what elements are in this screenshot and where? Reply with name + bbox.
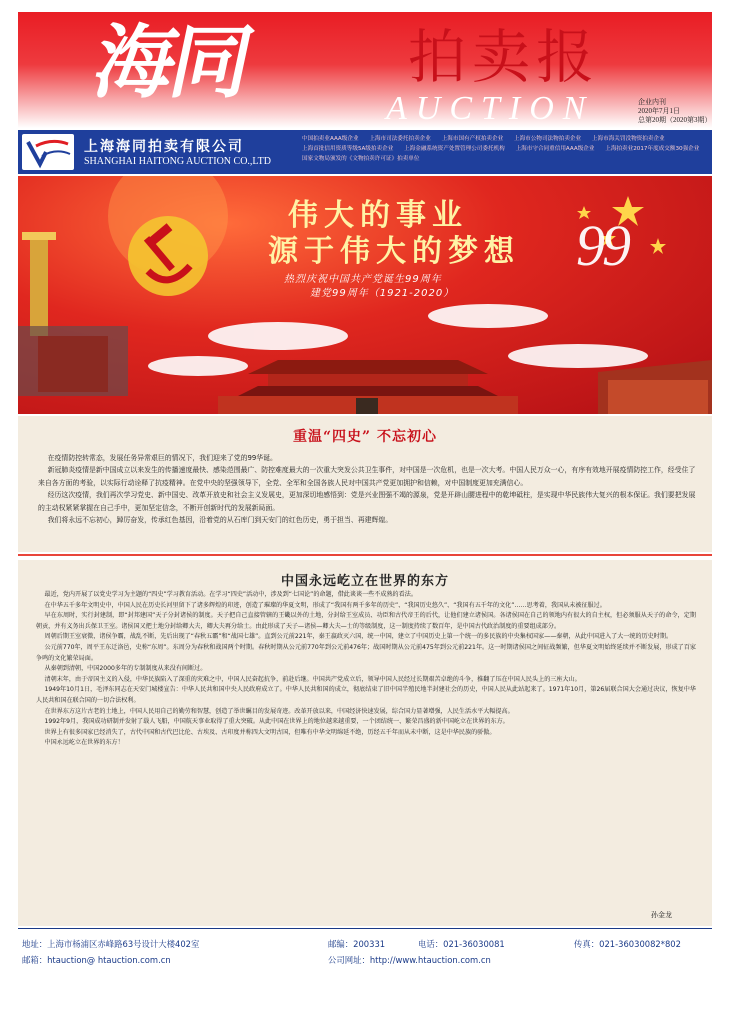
paragraph: 经历这次疫情，我们再次学习党史、新中国史、改革开放史和社会主义发展史，更加深切地感悟到：党是兴业图强不竭的源泉，党是开辟山腰进程中的乾坤砥柱，是实现中华民族伟大复兴的根本保证。我们要把发展的主动权紧紧掌握在自己手中，更加坚定信念，不断开创新时代的发展新局面。 bbox=[38, 491, 696, 512]
company-bar bbox=[18, 130, 712, 174]
issue-number: 总第20期（2020第3期） bbox=[638, 116, 712, 124]
section1-body bbox=[38, 452, 698, 526]
qualification-item: 上海市海关罚没物资拍卖企业 bbox=[591, 136, 665, 142]
issue-type: 企业内刊 bbox=[638, 98, 666, 106]
banner-subline-1: 热烈庆祝中国共产党诞生99周年 bbox=[284, 274, 442, 285]
huabiao-pillar-icon bbox=[18, 232, 128, 396]
masthead bbox=[18, 12, 712, 128]
qualification-item: 上海市国有产权拍卖企业 bbox=[441, 136, 504, 142]
footer-fax: 传真：021-36030082*802 bbox=[574, 939, 681, 949]
anniversary-banner bbox=[18, 176, 712, 414]
section-four-histories bbox=[18, 416, 712, 552]
anniversary-99-badge: 99 bbox=[576, 213, 628, 278]
issue-info bbox=[638, 98, 712, 125]
paragraph: 1992年9月，我国成功研制并发射了载人飞船，中国航天事业取得了重大突破。从此中国在世界上的地位越来越重要，一个团结统一、繁荣昌盛的新中国屹立在世界的东方。 bbox=[44, 718, 509, 726]
qualification-item: 上海市司法委托拍卖企业 bbox=[369, 136, 431, 142]
newspaper-page bbox=[18, 12, 712, 980]
great-hall-icon bbox=[598, 360, 712, 414]
company-name: 上海海同拍卖有限公司 bbox=[84, 139, 244, 155]
paragraph: 新冠肺炎疫情是新中国成立以来发生的传播速度最快、感染范围最广、防控难度最大的一次重大突发公共卫生事件，对中国是一次危机，也是一次大考。中国人民万众一心，有序有效地开展疫情防控工作，经受住了来自各方面的考验，以实际行动诠释了抗疫精神。在党中央的坚强领导下，全党、全军和全国各族人民对中国共产党更加拥护和信赖，对中国制度更加充满信心。 bbox=[38, 466, 696, 487]
banner-subline-2: 建党99周年（1921-2020） bbox=[310, 288, 455, 299]
section1-title: 重温“四史” 不忘初心 bbox=[293, 429, 437, 445]
masthead-title: 拍卖报 bbox=[408, 23, 601, 91]
masthead-logo: 海同 bbox=[86, 15, 258, 109]
footer-email[interactable]: 邮箱：htauction@ htauction.com.cn bbox=[22, 955, 171, 965]
party-emblem-icon bbox=[128, 216, 208, 296]
company-name-en: SHANGHAI HAITONG AUCTION CO.,LTD bbox=[84, 156, 271, 167]
paragraph: 从秦朝到清朝，中国2000多年的专制制度从来没有间断过。 bbox=[44, 665, 207, 673]
qualification-item: 上海首批信用资质等级5A级拍卖企业 bbox=[302, 146, 394, 152]
footer bbox=[0, 928, 730, 1008]
section2-body bbox=[36, 590, 696, 749]
paragraph: 在世界东方这片古老的土地上，中国人民用自己的勤劳和智慧，创造了举世瞩目的发展奇迹。改革开放以来，中国经济快速发展，综合国力显著增强，人民生活水平大幅提高。 bbox=[44, 707, 514, 715]
paragraph: 中国永远屹立在世界的东方！ bbox=[44, 739, 124, 747]
qualification-item: 上海金融系统资产处置管理公司委托机构 bbox=[404, 146, 505, 152]
footer-phone: 电话：021-36030081 bbox=[418, 939, 505, 949]
qualification-item: 中国拍卖业AAA级企业 bbox=[302, 136, 359, 142]
paragraph: 最近，党内开展了以党史学习为主题的“四史”学习教育活动。在学习“四史”活动中，涉及到“七国论”的命题，借此谈谈一些不成熟的看法。 bbox=[44, 591, 417, 598]
section-divider bbox=[18, 554, 712, 556]
qualification-item: 上海拍卖业2017年度成交额30强企业 bbox=[605, 146, 700, 152]
footer-divider bbox=[18, 928, 712, 929]
paragraph: 公元前770年，周平王东迁洛邑，史称“东周”。东周分为春秋和战国两个时期。春秋时期从公元前770年到公元前476年；战国时期从公元前475年到公元前221年。这一时期诸侯国之间征战频繁，但华夏文明始终延续并不断发展，形成了百家争鸣的文化繁荣局面。 bbox=[36, 643, 696, 662]
paragraph: 在疫情防控转常态，发展任务异常艰巨的情况下，我们迎来了党的99华诞。 bbox=[47, 454, 277, 462]
masthead-title-en: AUCTION bbox=[386, 90, 595, 127]
company-logo-icon bbox=[22, 134, 74, 170]
banner-headline-1: 伟大的事业 bbox=[288, 198, 468, 233]
qualification-item: 上海市公物司法物拍卖企业 bbox=[513, 136, 582, 142]
footer-address: 地址：上海市杨浦区赤峰路63号设计大楼402室 bbox=[22, 939, 200, 949]
footer-website[interactable]: 公司网址：http://www.htauction.com.cn bbox=[328, 955, 491, 965]
qualification-item: 上海市守合同重信用AAA级企业 bbox=[515, 146, 595, 152]
paragraph: 在中华五千多年文明史中，中国人民在历史长河里留下了诸多辉煌的印迹，创造了璀璨的华夏文明，形成了“我国有两千多年的历史”、“我国历史悠久”、“我国有五千年的文化”……思考着，我国从未被征服过。 bbox=[44, 601, 606, 609]
paragraph: 1949年10月1日，毛泽东同志在天安门城楼宣告：中华人民共和国中央人民政府成立了。中华人民共和国的成立，彻底结束了旧中国半殖民地半封建社会的历史，中国人民从此站起来了。1971年10月，第26届联合国大会通过决议，恢复中华人民共和国在联合国的一切合法权利。 bbox=[36, 686, 696, 704]
paragraph: 早在东周时，实行封建制，即“封邦建国”天子分封诸侯的制度。天子把自己直接管辖的王畿以外的土地，分封给王室成员、功臣和古代帝王的后代，让他们建立诸侯国。各诸侯国在自己的领地内有很大的自主权，但必须服从天子的命令，定期朝贡，并有义务出兵保卫王室。诸侯国又把土地分封给卿大夫，卿大夫再分给士。由此形成了天子—诸侯—卿大夫—士的等级制度，这一制度持续了数百年，是中国古代政治制度的重要组成部分。 bbox=[36, 612, 696, 630]
paragraph: 清朝末年，由于帝国主义的入侵，中华民族陷入了深重的灾难之中，中国人民奋起抗争，前赴后继。中国共产党成立后，领导中国人民经过长期艰苦卓绝的斗争，推翻了压在中国人民头上的三座大山。 bbox=[44, 675, 581, 683]
section2-title: 中国永远屹立在世界的东方 bbox=[280, 574, 449, 589]
paragraph: 周朝后期王室衰微，诸侯争霸，战乱不断，先后出现了“春秋五霸”和“战国七雄”。直到公元前221年，秦王嬴政灭六国，统一中国，建立了中国历史上第一个统一的多民族的中央集权国家——秦朝，从此中国进入了大一统的历史时期。 bbox=[44, 633, 673, 641]
paragraph: 世界上有很多国家已经消失了，古代中国和古代巴比伦、古埃及、古印度并称四大文明古国，但唯有中华文明绵延不绝，历经五千年而从未中断，这是中华民族的骄傲。 bbox=[44, 728, 496, 736]
tiananmen-gate-icon bbox=[218, 360, 518, 414]
qualification-list bbox=[302, 134, 710, 164]
issue-date: 2020年7月1日 bbox=[638, 107, 680, 115]
footer-postcode: 邮编：200331 bbox=[328, 939, 386, 949]
paragraph: 我们将永远不忘初心，踔厉奋发，传承红色基因，沿着党的从石库门到天安门的红色历史，勇于担当、再建辉煌。 bbox=[47, 516, 393, 525]
article-author: 孙金龙 bbox=[651, 911, 672, 919]
banner-headline-2: 源于伟大的梦想 bbox=[268, 234, 520, 269]
section-china-east bbox=[18, 560, 712, 926]
qualification-item: 国家文物局颁发的《文物拍卖许可证》拍卖单位 bbox=[302, 156, 420, 162]
